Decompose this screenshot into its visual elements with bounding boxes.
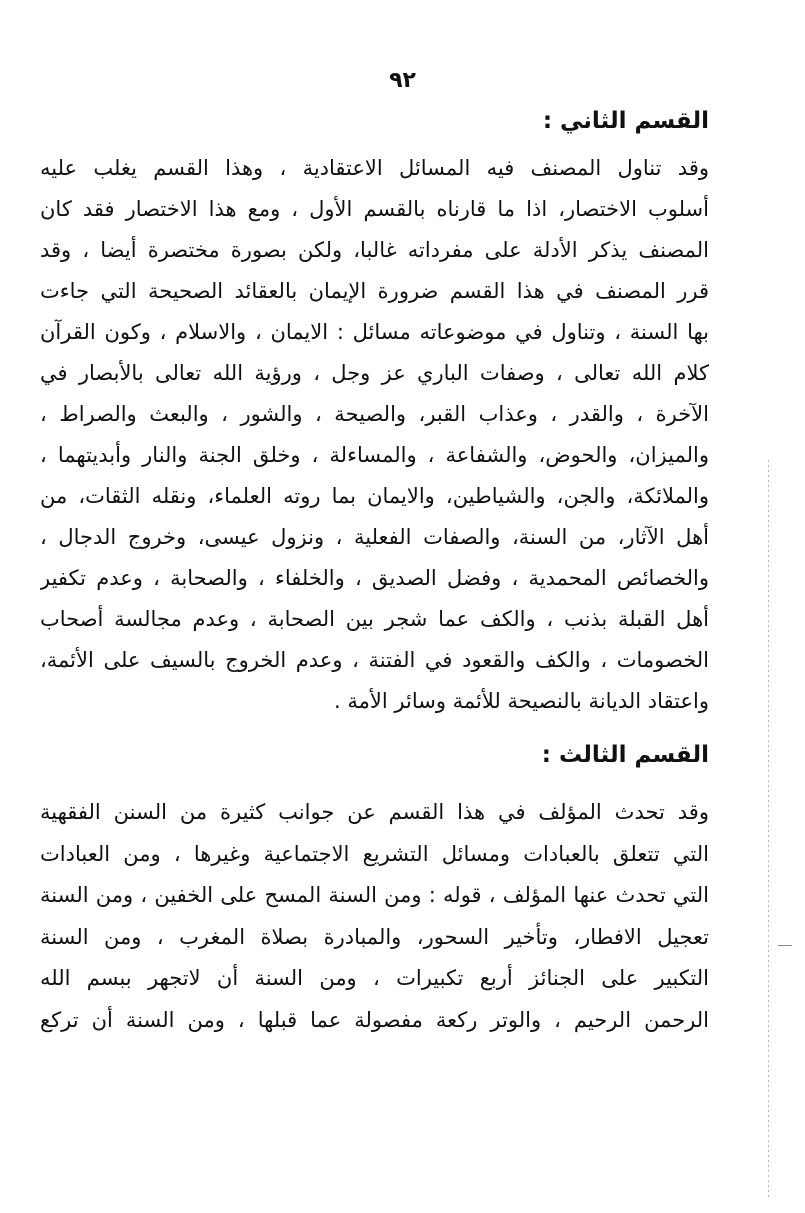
body-line: واعتقاد الديانة بالنصيحة للأئمة وسائر الأمة . — [334, 689, 709, 713]
body-line: كلام الله تعالى ، وصفات الباري عز وجل ، ورؤية الله تعالى بالأبصار في — [40, 361, 709, 385]
body-line: والخصائص المحمدية ، وفضل الصديق ، والخلفاء ، والصحابة ، وعدم تكفير — [40, 566, 709, 590]
body-line: أسلوب الاختصار، اذا ما قارناه بالقسم الأول ، ومع هذا الاختصار فقد كان — [40, 197, 709, 221]
scan-tick-artifact — [778, 945, 792, 946]
body-line: الآخرة ، والقدر ، وعذاب القبر، والصيحة ، والشور ، والبعث والصراط ، — [40, 402, 709, 426]
body-line: أهل الآثار، من السنة، والصفات الفعلية ، ونزول عيسى، وخروج الدجال ، — [40, 525, 709, 549]
body-line: بها السنة ، وتناول في موضوعاته مسائل : الايمان ، والاسلام ، وكون القرآن — [40, 320, 709, 344]
scan-edge-artifact — [768, 460, 769, 1200]
body-line: تعجيل الافطار، وتأخير السحور، والمبادرة بصلاة المغرب ، ومن السنة — [40, 924, 709, 949]
body-line: التي تتعلق بالعبادات ومسائل التشريع الاجتماعية وغيرها ، ومن العبادات — [40, 841, 709, 866]
page-number: ٩٢ — [389, 68, 416, 93]
body-line: التكبير على الجنائز أربع تكبيرات ، ومن السنة أن لاتجهر ببسم الله — [40, 966, 709, 990]
body-line: المصنف يذكر الأدلة على مفرداته غالبا، ولكن بصورة مختصرة أيضا ، وقد — [40, 238, 709, 262]
section-two-heading: القسم الثاني : — [542, 108, 709, 134]
section-three-heading: القسم الثالث : — [541, 742, 709, 768]
body-line: قرر المصنف في هذا القسم ضرورة الإيمان بالعقائد الصحيحة التي جاءت — [40, 279, 709, 303]
body-line: والميزان، والحوض، والشفاعة ، والمساءلة ، وخلق الجنة والنار وأبديتهما ، — [40, 443, 709, 467]
body-line: التي تحدث عنها المؤلف ، قوله : ومن السنة المسح على الخفين ، ومن السنة — [40, 883, 709, 907]
body-line: أهل القبلة بذنب ، والكف عما شجر بين الصحابة ، وعدم مجالسة أصحاب — [40, 607, 709, 631]
body-line: والملائكة، والجن، والشياطين، والايمان بما روته العلماء، ونقله الثقات، من — [40, 484, 709, 508]
section-three-body — [40, 792, 709, 1041]
section-two-body — [40, 148, 709, 722]
body-line: وقد تحدث المؤلف في هذا القسم عن جوانب كثيرة من السنن الفقهية — [40, 800, 709, 824]
body-line: الخصومات ، والكف والقعود في الفتنة ، وعدم الخروج بالسيف على الأئمة، — [40, 648, 709, 672]
body-line: الرحمن الرحيم ، والوتر ركعة مفصولة عما قبلها ، ومن السنة أن تركع — [40, 1007, 709, 1032]
body-line: وقد تناول المصنف فيه المسائل الاعتقادية ، وهذا القسم يغلب عليه — [40, 156, 709, 180]
